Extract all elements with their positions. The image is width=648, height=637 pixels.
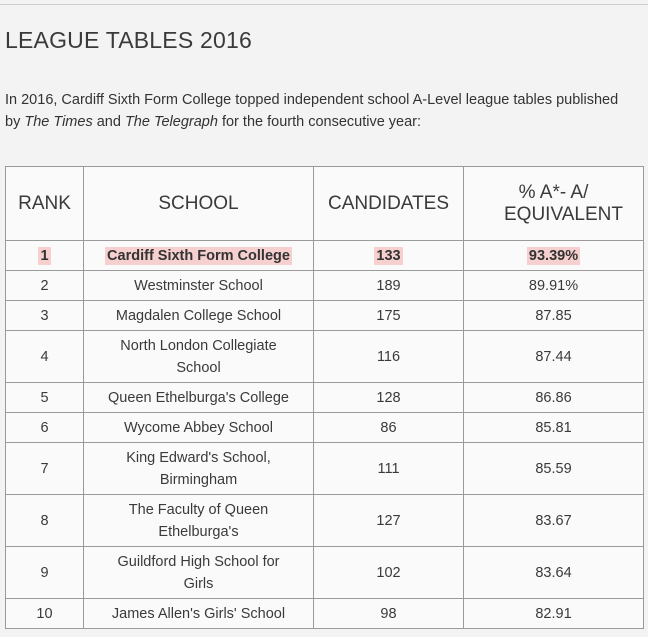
table-row xyxy=(6,271,644,301)
table-row xyxy=(6,241,644,271)
page-title: LEAGUE TABLES 2016 xyxy=(5,27,252,53)
table-row xyxy=(6,301,644,331)
table-row xyxy=(6,547,644,599)
candidates-cell: 127 xyxy=(314,495,464,547)
school-cell: Magdalen College School xyxy=(84,301,314,331)
publication-telegraph: The Telegraph xyxy=(124,114,218,130)
table-row xyxy=(6,495,644,547)
school-cell: Westminster School xyxy=(84,271,314,301)
school-cell: The Faculty of Queen Ethelburga's xyxy=(84,495,314,547)
pct-cell: 86.86 xyxy=(464,383,644,413)
pct-cell: 83.67 xyxy=(464,495,644,547)
table-row xyxy=(6,599,644,629)
rank-cell: 6 xyxy=(6,413,84,443)
rank-cell xyxy=(6,241,84,271)
highlighted-candidates: 133 xyxy=(376,247,401,264)
table-row xyxy=(6,413,644,443)
pct-cell: 83.64 xyxy=(464,547,644,599)
table-row xyxy=(6,383,644,413)
candidates-cell: 116 xyxy=(314,331,464,383)
highlighted-school: Cardiff Sixth Form College xyxy=(107,247,290,264)
rank-cell: 5 xyxy=(6,383,84,413)
intro-paragraph xyxy=(5,89,635,133)
rank-cell: 3 xyxy=(6,301,84,331)
pct-cell: 82.91 xyxy=(464,599,644,629)
rank-cell: 8 xyxy=(6,495,84,547)
school-cell: Wycome Abbey School xyxy=(84,413,314,443)
pct-cell: 85.81 xyxy=(464,413,644,443)
school-cell xyxy=(84,241,314,271)
school-cell: James Allen's Girls' School xyxy=(84,599,314,629)
publication-times: The Times xyxy=(24,114,93,130)
highlighted-rank: 1 xyxy=(40,247,49,264)
top-divider xyxy=(0,4,648,5)
pct-cell: 89.91% xyxy=(464,271,644,301)
intro-text-start: In 2016, Cardiff Sixth Form College topped independent school A-Level league tables published by xyxy=(5,92,619,130)
header-school: SCHOOL xyxy=(84,167,314,241)
candidates-cell: 102 xyxy=(314,547,464,599)
rank-cell: 9 xyxy=(6,547,84,599)
rank-cell: 7 xyxy=(6,443,84,495)
candidates-cell: 189 xyxy=(314,271,464,301)
candidates-cell: 175 xyxy=(314,301,464,331)
intro-text-and: and xyxy=(92,114,125,130)
rank-cell: 10 xyxy=(6,599,84,629)
candidates-cell: 98 xyxy=(314,599,464,629)
candidates-cell: 86 xyxy=(314,413,464,443)
league-table xyxy=(5,166,644,629)
rank-cell: 4 xyxy=(6,331,84,383)
school-cell: Queen Ethelburga's College xyxy=(84,383,314,413)
pct-cell: 87.85 xyxy=(464,301,644,331)
header-pct: % A*- A/ EQUIVALENT xyxy=(464,167,644,241)
pct-cell: 85.59 xyxy=(464,443,644,495)
candidates-cell: 111 xyxy=(314,443,464,495)
intro-text-end: for the fourth consecutive year: xyxy=(217,114,422,130)
pct-cell: 87.44 xyxy=(464,331,644,383)
candidates-cell xyxy=(314,241,464,271)
highlighted-pct: 93.39% xyxy=(528,247,579,264)
school-cell: North London Collegiate School xyxy=(84,331,314,383)
header-rank: RANK xyxy=(6,167,84,241)
school-cell: Guildford High School for Girls xyxy=(84,547,314,599)
school-cell: King Edward's School, Birmingham xyxy=(84,443,314,495)
table-row xyxy=(6,443,644,495)
table-row xyxy=(6,331,644,383)
table-header-row xyxy=(6,167,644,241)
pct-cell xyxy=(464,241,644,271)
candidates-cell: 128 xyxy=(314,383,464,413)
rank-cell: 2 xyxy=(6,271,84,301)
header-candidates: CANDIDATES xyxy=(314,167,464,241)
